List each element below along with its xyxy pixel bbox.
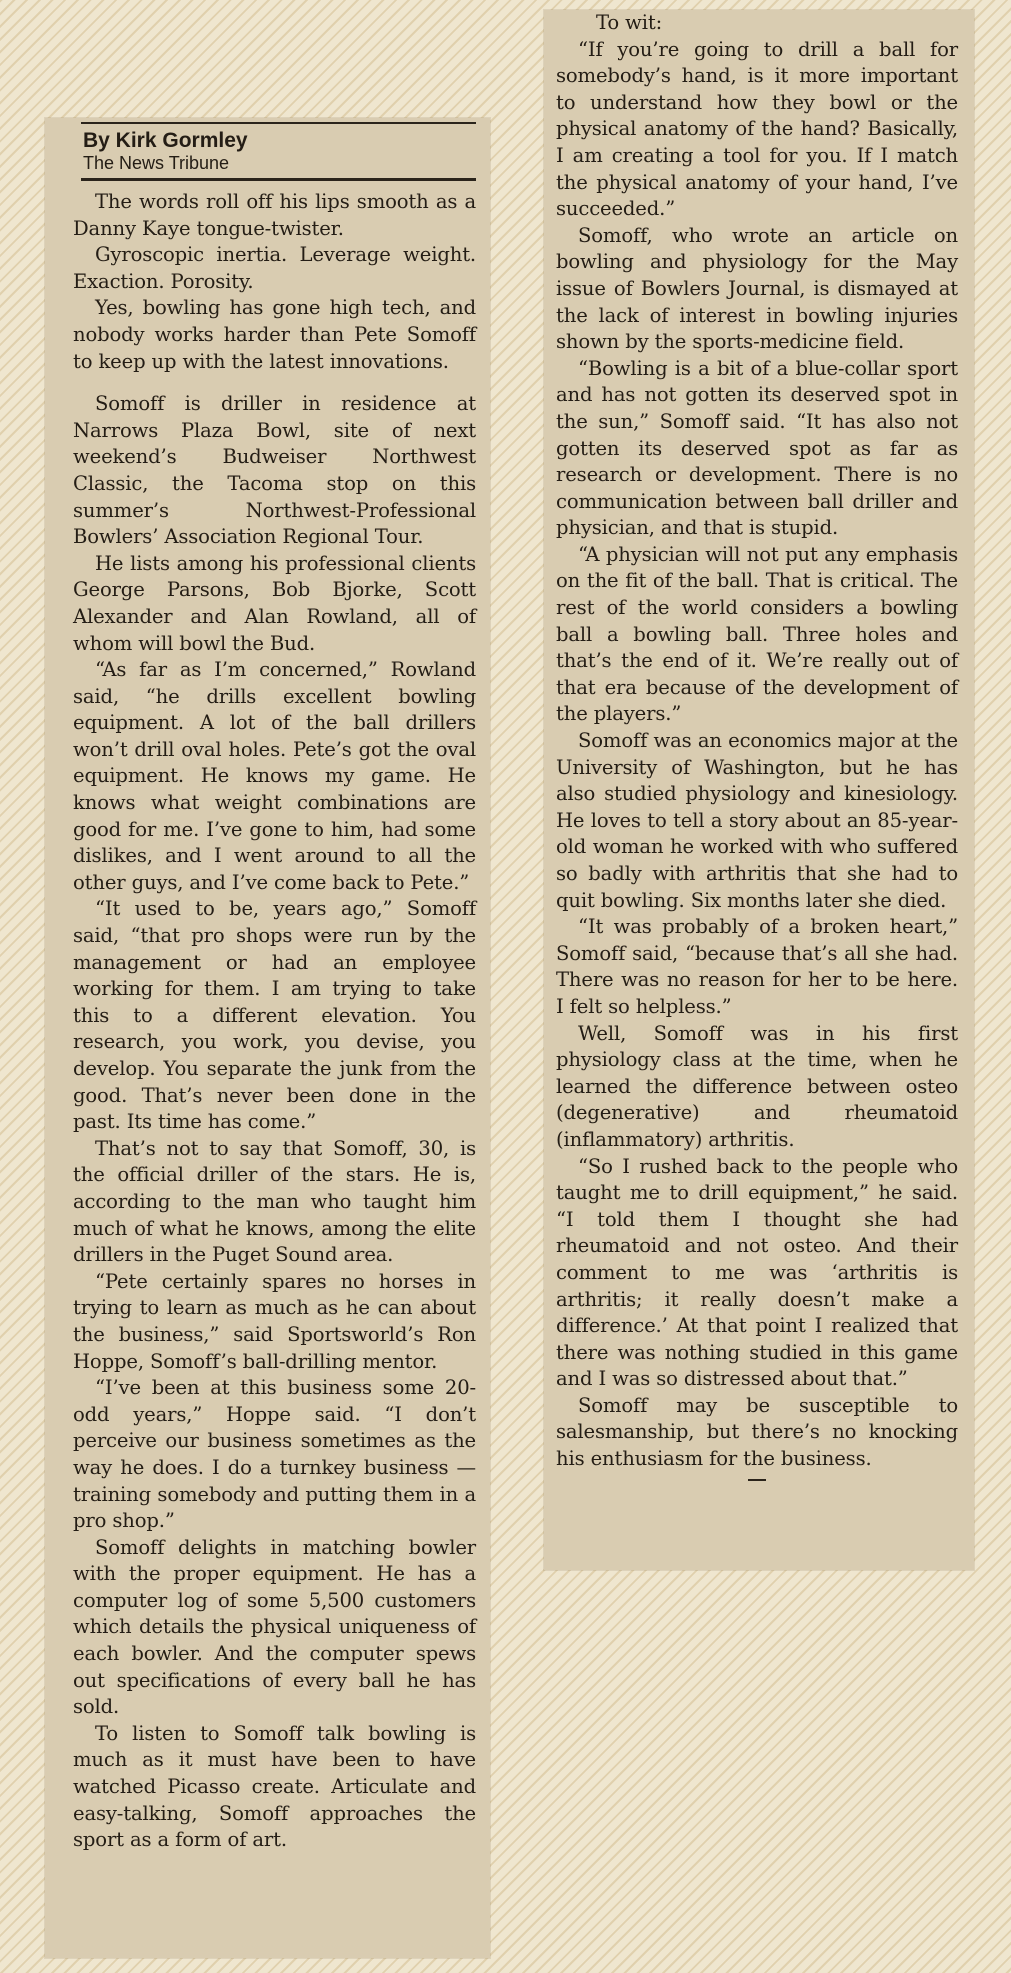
paragraph: Somoff is driller in residence at Narrows Plaza Bowl, site of next weekend’s Budweiser Northwest Classic, the Tacoma stop on this summer’s Northwest-Professional Bowlers’ Association Regional Tour.: [73, 392, 476, 549]
paragraph: “If you’re going to drill a ball for somebody’s hand, is it more important to understand how they bowl or the physical anatomy of the hand? Basically, I am creating a tool for you. If I match the physical anatomy of your hand, I’ve succeeded.”: [556, 37, 958, 221]
paragraph: That’s not to say that Somoff, 30, is the official driller of the stars. He is, according to the man who taught him much of what he knows, among the elite drillers in the Puget Sound area.: [73, 1136, 476, 1267]
article-column-1: [45, 118, 490, 1958]
paragraph: “It used to be, years ago,” Somoff said, “that pro shops were run by the management or had an employee working for them. I am trying to take this to a different elevation. You research, you work, you devise, you develop. You separate the junk from the good. That’s never been done in the past. Its time has come.”: [73, 897, 476, 1134]
paragraph: “It was probably of a broken heart,” Somoff said, “because that’s all she had. There was no reason for her to be here. I felt so helpless.”: [556, 915, 958, 1018]
end-mark: [748, 1479, 766, 1481]
paragraph: Yes, bowling has gone high tech, and nobody works harder than Pete Somoff to keep up with the latest innovations.: [73, 296, 476, 373]
paragraph: Somoff, who wrote an article on bowling and physiology for the May issue of Bowlers Journal, is dismayed at the lack of interest in bowling injuries shown by the sports-medicine field.: [556, 223, 958, 354]
paragraph: To wit:: [596, 11, 663, 34]
paragraph: Somoff delights in matching bowler with the proper equipment. He has a computer log of some 5,500 customers which details the physical uniqueness of each bowler. And the computer spews out specifications of every ball he has sold.: [73, 1535, 476, 1719]
paragraph: “Pete certainly spares no horses in trying to learn as much as he can about the business,” said Sportsworld’s Ron Hoppe, Somoff’s ball-drilling mentor.: [73, 1269, 476, 1373]
article-column-2: [544, 10, 974, 1570]
paragraph: Somoff may be susceptible to salesmanship, but there’s no knocking his enthusiasm for the business.: [556, 1393, 958, 1471]
paragraph: “Bowling is a bit of a blue-collar sport and has not gotten its deserved spot in the sun,” Somoff said. “It has also not gotten its deserved spot as far as research or development. There is no communication between ball driller and physician, and that is stupid.: [556, 356, 958, 540]
source-line: The News Tribune: [83, 153, 230, 173]
paragraph: “So I rushed back to the people who taught me to drill equipment,” he said. “I told them I thought she had rheumatoid and not osteo. And their comment to me was ‘arthritis is arthritis; it really doesn’t make a difference.’ At that point I realized that there was nothing studied in this game and I was so distressed about that.”: [556, 1154, 958, 1391]
paragraph: “As far as I’m concerned,” Rowland said, “he drills excellent bowling equipment. A lot of the ball drillers won’t drill oval holes. Pete’s got the oval equipment. He knows my game. He knows what weight combinations are good for me. I’ve gone to him, had some dislikes, and I went around to all the other guys, and I’ve come back to Pete.”: [73, 658, 476, 894]
paragraph: “I’ve been at this business some 20-odd years,” Hoppe said. “I don’t perceive our business sometimes as the way he does. I do a turnkey business — training somebody and putting them in a pro shop.”: [73, 1376, 476, 1533]
byline: By Kirk Gormley: [83, 129, 248, 152]
byline-rule: [81, 178, 476, 181]
paragraph: To listen to Somoff talk bowling is much as it must have been to have watched Picasso create. Articulate and easy-talking, Somoff approaches the sport as a form of art.: [73, 1721, 476, 1852]
paragraph: Well, Somoff was in his first physiology class at the time, when he learned the difference between osteo (degenerative) and rheumatoid (inflammatory) arthritis.: [556, 1021, 958, 1151]
paragraph: Somoff was an economics major at the University of Washington, but he has also studied physiology and kinesiology. He loves to tell a story about an 85-year-old woman he worked with who suffered so badly with arthritis that she had to quit bowling. Six months later she died.: [556, 729, 958, 912]
paragraph: The words roll off his lips smooth as a Danny Kaye tongue-twister.: [73, 190, 476, 240]
top-rule: [81, 122, 476, 124]
paragraph: He lists among his professional clients George Parsons, Bob Bjorke, Scott Alexander and Alan Rowland, all of whom will bowl the Bud.: [73, 551, 476, 655]
paragraph: Gyroscopic inertia. Leverage weight. Exaction. Porosity.: [73, 243, 476, 293]
paragraph: “A physician will not put any emphasis on the fit of the ball. That is critical. The rest of the world considers a bowling ball a bowling ball. Three holes and that’s the end of it. We’re really out of that era because of the development of the players.”: [556, 542, 958, 726]
